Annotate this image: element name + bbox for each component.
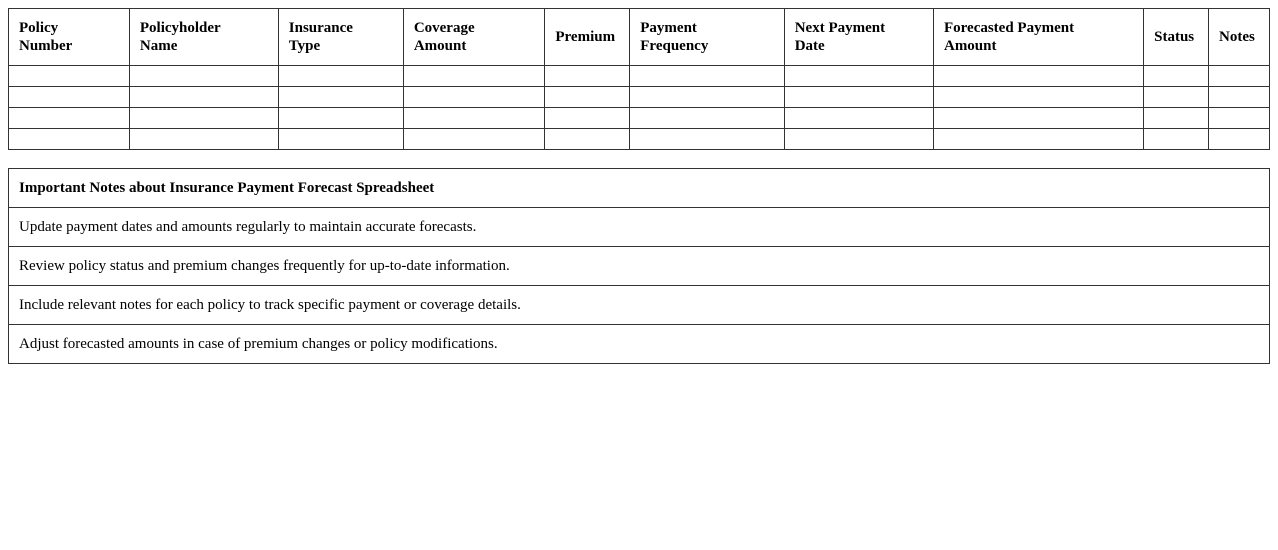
- header-line: Forecasted Payment: [943, 20, 1075, 36]
- header-line: Type: [288, 38, 321, 54]
- header-line: Status: [1154, 29, 1195, 45]
- insurance-forecast-table: [8, 8, 1270, 150]
- col-next-payment-date: [784, 9, 933, 66]
- cell-insurance-type[interactable]: [278, 66, 403, 87]
- header-line: Amount: [413, 38, 467, 54]
- note-item: Update payment dates and amounts regularly to maintain accurate forecasts.: [9, 208, 1270, 247]
- col-forecasted-payment-amount: [933, 9, 1143, 66]
- note-item: Review policy status and premium changes frequently for up-to-date information.: [9, 247, 1270, 286]
- header-line: Name: [139, 38, 178, 54]
- cell-forecasted-payment-amount[interactable]: [933, 87, 1143, 108]
- cell-premium[interactable]: [545, 66, 630, 87]
- header-line: Policyholder: [139, 20, 221, 36]
- cell-status[interactable]: [1144, 129, 1209, 150]
- col-premium: [545, 9, 630, 66]
- cell-notes[interactable]: [1209, 129, 1270, 150]
- table-row: [9, 66, 1270, 87]
- header-line: Frequency: [640, 38, 709, 54]
- cell-coverage-amount[interactable]: [403, 129, 545, 150]
- col-policyholder-name: [129, 9, 278, 66]
- cell-premium[interactable]: [545, 129, 630, 150]
- header-row: [9, 9, 1270, 66]
- cell-status[interactable]: [1144, 108, 1209, 129]
- col-insurance-type: [278, 9, 403, 66]
- notes-title: Important Notes about Insurance Payment Forecast Spreadsheet: [9, 169, 1270, 208]
- cell-notes[interactable]: [1209, 66, 1270, 87]
- note-item: Include relevant notes for each policy to track specific payment or coverage details.: [9, 286, 1270, 325]
- important-notes-table: [8, 168, 1270, 364]
- col-payment-frequency: [630, 9, 784, 66]
- header-line: Notes: [1219, 29, 1255, 45]
- cell-insurance-type[interactable]: [278, 108, 403, 129]
- table-row: [9, 87, 1270, 108]
- cell-policyholder-name[interactable]: [129, 66, 278, 87]
- cell-coverage-amount[interactable]: [403, 87, 545, 108]
- cell-next-payment-date[interactable]: [784, 87, 933, 108]
- note-row: [9, 286, 1270, 325]
- cell-forecasted-payment-amount[interactable]: [933, 129, 1143, 150]
- cell-policyholder-name[interactable]: [129, 108, 278, 129]
- col-policy-number: [9, 9, 130, 66]
- header-line: Insurance: [288, 20, 353, 36]
- cell-policy-number[interactable]: [9, 87, 130, 108]
- note-item: Adjust forecasted amounts in case of premium changes or policy modifications.: [9, 325, 1270, 364]
- notes-title-row: [9, 169, 1270, 208]
- table-row: [9, 108, 1270, 129]
- table-row: [9, 129, 1270, 150]
- cell-notes[interactable]: [1209, 108, 1270, 129]
- cell-policy-number[interactable]: [9, 129, 130, 150]
- cell-forecasted-payment-amount[interactable]: [933, 66, 1143, 87]
- note-row: [9, 208, 1270, 247]
- cell-next-payment-date[interactable]: [784, 129, 933, 150]
- header-line: Amount: [943, 38, 997, 54]
- cell-insurance-type[interactable]: [278, 129, 403, 150]
- cell-policyholder-name[interactable]: [129, 129, 278, 150]
- note-row: [9, 325, 1270, 364]
- header-line: Next Payment: [794, 20, 886, 36]
- cell-insurance-type[interactable]: [278, 87, 403, 108]
- header-line: Policy: [19, 20, 59, 36]
- cell-payment-frequency[interactable]: [630, 87, 784, 108]
- header-line: Coverage: [413, 20, 475, 36]
- cell-next-payment-date[interactable]: [784, 66, 933, 87]
- header-line: Payment: [640, 20, 697, 36]
- note-row: [9, 247, 1270, 286]
- cell-payment-frequency[interactable]: [630, 129, 784, 150]
- header-line: Number: [19, 38, 73, 54]
- cell-policy-number[interactable]: [9, 108, 130, 129]
- col-notes: [1209, 9, 1270, 66]
- cell-policy-number[interactable]: [9, 66, 130, 87]
- cell-payment-frequency[interactable]: [630, 66, 784, 87]
- cell-policyholder-name[interactable]: [129, 87, 278, 108]
- cell-premium[interactable]: [545, 108, 630, 129]
- cell-coverage-amount[interactable]: [403, 66, 545, 87]
- col-status: [1144, 9, 1209, 66]
- cell-premium[interactable]: [545, 87, 630, 108]
- cell-next-payment-date[interactable]: [784, 108, 933, 129]
- col-coverage-amount: [403, 9, 545, 66]
- cell-coverage-amount[interactable]: [403, 108, 545, 129]
- cell-status[interactable]: [1144, 66, 1209, 87]
- cell-notes[interactable]: [1209, 87, 1270, 108]
- header-line: Date: [794, 38, 825, 54]
- cell-status[interactable]: [1144, 87, 1209, 108]
- cell-payment-frequency[interactable]: [630, 108, 784, 129]
- header-line: Premium: [555, 29, 616, 45]
- cell-forecasted-payment-amount[interactable]: [933, 108, 1143, 129]
